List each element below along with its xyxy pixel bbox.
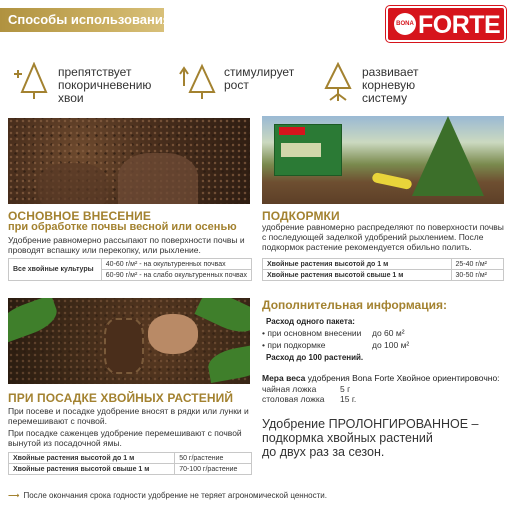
benefit-line: препятствует bbox=[58, 65, 132, 79]
logo-bona: BONA bbox=[394, 13, 416, 35]
page-title: Способы использования bbox=[8, 12, 171, 27]
table-label: Хвойные растения высотой свыше 1 м bbox=[9, 464, 175, 475]
tree-roots-icon bbox=[316, 62, 360, 102]
footer-note bbox=[8, 491, 327, 500]
main-application-table bbox=[8, 258, 252, 281]
consumption-item-label: • при основном внесении bbox=[262, 328, 362, 338]
main-application-subtitle: при обработке почвы весной или осенью bbox=[8, 221, 237, 233]
planting-text-2: При посадке саженцев удобрение перемешивают с почвой вынутой из посадочной ямы. bbox=[8, 428, 242, 448]
planting-title: ПРИ ПОСАДКЕ ХВОЙНЫХ РАСТЕНИЙ bbox=[8, 391, 234, 405]
measure-line bbox=[262, 373, 500, 383]
footer-text: После окончания срока годности удобрение не теряет агрономической ценности. bbox=[23, 491, 327, 500]
benefit-line: систему bbox=[362, 91, 408, 105]
tree-with-fertilizer-photo bbox=[262, 116, 504, 204]
consumption-item-value: до 60 м² bbox=[372, 328, 405, 338]
benefit-line: рост bbox=[224, 78, 249, 92]
table-label: Хвойные растения высотой до 1 м bbox=[9, 453, 175, 464]
prolonged-line: подкормка хвойных растений bbox=[262, 431, 433, 445]
logo-forte: FORTE bbox=[418, 11, 501, 39]
tree-arrow-up-icon bbox=[178, 62, 222, 102]
arrow-right-icon: ⟶ bbox=[8, 491, 20, 500]
feeding-text: удобрение равномерно распределяют по поверхности почвы с последующей заделкой удобрений рыхлением. После подкормок растение рекомендуется обильно полить. bbox=[262, 222, 504, 252]
consumption-item-value: до 100 м² bbox=[372, 340, 410, 350]
table-label: Хвойные растения высотой свыше 1 м bbox=[263, 270, 452, 281]
brand-logo bbox=[386, 6, 506, 42]
table-label: Все хвойные культуры bbox=[9, 259, 102, 281]
feeding-table bbox=[262, 258, 504, 281]
main-application-title: ОСНОВНОЕ ВНЕСЕНИЕ bbox=[8, 209, 152, 223]
table-label: Хвойные растения высотой до 1 м bbox=[263, 259, 452, 270]
measure-label: Мера веса bbox=[262, 373, 306, 383]
benefit-line: хвои bbox=[58, 91, 84, 105]
table-cell: 30-50 г/м² bbox=[451, 270, 504, 281]
planting-table bbox=[8, 452, 252, 475]
measure-item-value: 15 г. bbox=[340, 394, 357, 404]
prolonged-line: Удобрение ПРОЛОНГИРОВАННОЕ – bbox=[262, 417, 479, 431]
prolonged-note bbox=[262, 417, 479, 459]
max-consumption: Расход до 100 растений. bbox=[266, 353, 364, 362]
measure-item-value: 5 г bbox=[340, 384, 351, 394]
benefit-line: стимулирует bbox=[224, 65, 295, 79]
soil-photo bbox=[8, 118, 250, 204]
table-cell: 25-40 г/м² bbox=[451, 259, 504, 270]
benefit-line: покоричневению bbox=[58, 78, 152, 92]
measure-item-label: столовая ложка bbox=[262, 394, 325, 404]
header-banner bbox=[0, 8, 171, 32]
planting-photo bbox=[8, 298, 250, 384]
table-cell: 70-100 г/растение bbox=[175, 464, 252, 475]
benefit-line: развивает корневую bbox=[362, 65, 419, 92]
consumption-item-label: • при подкормке bbox=[262, 340, 326, 350]
prolonged-line: до двух раз за сезон. bbox=[262, 445, 385, 459]
extra-info-title: Дополнительная информация: bbox=[262, 298, 447, 312]
measure-text: удобрения Bona Forte Хвойное ориентировочно: bbox=[307, 373, 500, 383]
main-application-text: Удобрение равномерно рассыпают по поверхности почвы и проводят вспашку или перекопку, или рыхление. bbox=[8, 235, 245, 255]
consumption-label: Расход одного пакета: bbox=[266, 317, 355, 326]
measure-item-label: чайная ложка bbox=[262, 384, 317, 394]
planting-text-1: При посеве и посадке удобрение вносят в рядки или лунки и перемешивают с почвой. bbox=[8, 406, 249, 426]
feeding-title: ПОДКОРМКИ bbox=[262, 209, 340, 223]
table-cell: 50 г/растение bbox=[175, 453, 252, 464]
table-cell: 40-60 г/м² - на окультуренных почвах bbox=[101, 259, 251, 270]
table-cell: 60-90 г/м² - на слабо окультуренных почвах bbox=[101, 270, 251, 281]
tree-plus-icon bbox=[8, 62, 52, 102]
